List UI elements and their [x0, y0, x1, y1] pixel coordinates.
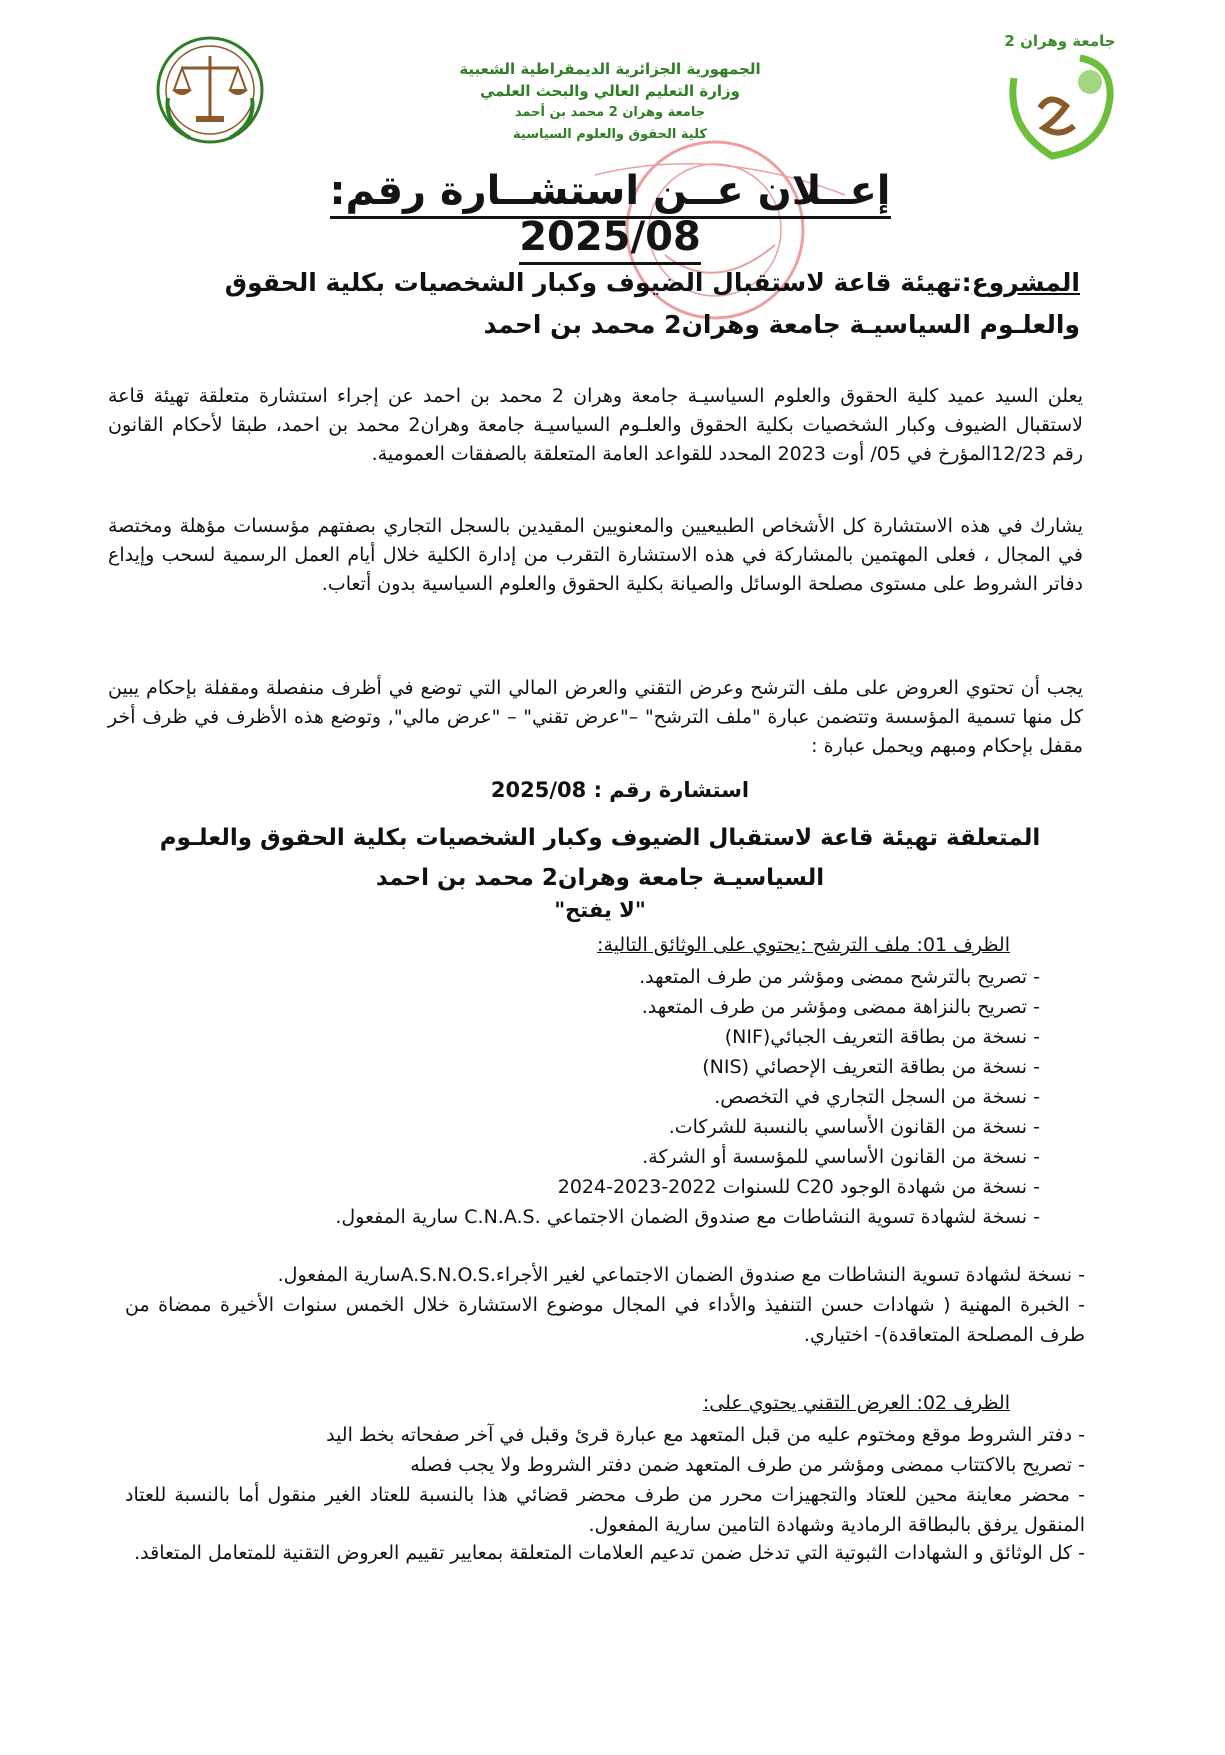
project-text: تهيئة قاعة لاستقبال الضيوف وكبار الشخصيات بكلية الحقوق والعلـوم السياسيـة جامعة وهران2 محمد بن احمد — [224, 268, 1080, 339]
list-item: - نسخة لشهادة تسوية النشاطات مع صندوق الضمان الاجتماعي .C.N.A.S سارية المفعول. — [160, 1202, 1040, 1232]
ministry-line: وزارة التعليم العالي والبحث العلمي — [479, 82, 741, 100]
envelope-2-heading: الظرف 02: العرض التقني يحتوي على: — [702, 1392, 1010, 1414]
paragraph-offers: يجب أن تحتوي العروض على ملف الترشح وعرض التقني والعرض المالي التي توضع في أظرف منفصلة ومقفلة بإحكام يبين كل منها تسمية المؤسسة وتتضمن عبارة "ملف الترشح" –"عرض تقني" – "عرض مالي", وتوضع هذه الأظرف في ظرف أخر مقفل بإحكام ومبهم ويحمل عبارة : — [108, 677, 1083, 757]
envelope-1-list — [160, 962, 1040, 1232]
consultation-subject: المتعلقة تهيئة قاعة لاستقبال الضيوف وكبار الشخصيات بكلية الحقوق والعلـوم السياسيـة جامعة وهران2 محمد بن احمد — [159, 825, 1041, 891]
university-oran2-logo — [1000, 28, 1120, 168]
list-item: - دفتر الشروط موقع ومختوم عليه من قبل المتعهد مع عبارة قرئ وقبل في آخر صفحاته بخط اليد — [125, 1420, 1085, 1450]
list-item: - تصريح بالترشح ممضى ومؤشر من طرف المتعهد. — [160, 962, 1040, 992]
page-title-text: إعــلان عــن استشــارة رقم: 2025/08 — [330, 168, 891, 265]
list-item: - نسخة من القانون الأساسي بالنسبة للشركات. — [160, 1112, 1040, 1142]
list-item: - محضر معاينة محين للعتاد والتجهيزات محرر من طرف محضر قضائي هذا بالنسبة للعتاد الغير منقول أما بالنسبة للعتاد المنقول يرفق بالبطاقة الرمادية وشهادة التامين سارية المفعول. — [125, 1480, 1085, 1540]
paragraph-participation: يشارك في هذه الاستشارة كل الأشخاص الطبيعيين والمعنويين المقيدين بالسجل التجاري بصفتهم مؤسسات مؤهلة ومختصة في المجال ، فعلى المهتمين بالمشاركة في هذه الاستشارة التقرب من إدارة الكلية خلال أيام العمل الرسمية لسحب وإيداع دفاتر الشروط على مستوى مصلحة الوسائل والصيانة بكلية الحقوق والعلوم السياسية بدون أتعاب. — [108, 515, 1083, 595]
list-item: - كل الوثائق و الشهادات الثبوتية التي تدخل ضمن تدعيم العلامات المتعلقة بمعايير تقييم العروض التقنية للمتعامل المتعاقد. — [125, 1538, 1085, 1568]
list-item: - نسخة من السجل التجاري في التخصص. — [160, 1082, 1040, 1112]
logo-right-caption: جامعة وهران 2 — [1004, 32, 1116, 50]
list-item: - نسخة من بطاقة التعريف الجبائي(NIF) — [160, 1022, 1040, 1052]
paragraph-announcement: يعلن السيد عميد كلية الحقوق والعلوم السياسيـة جامعة وهران 2 محمد بن احمد عن إجراء استشارة متعلقة تهيئة قاعة لاستقبال الضيوف وكبار الشخصيات بكلية الحقوق والعلـوم السياسيـة جامعة وهران2 محمد بن احمد، طبقا لأحكام القانون رقم 12/23المؤرخ في 05/ أوت 2023 المحدد للقواعد العامة المتعلقة بالصفقات العمومية. — [108, 385, 1083, 465]
faculty-law-logo — [150, 28, 270, 158]
project-statement: المشروع:تهيئة قاعة لاستقبال الضيوف وكبار الشخصيات بكلية الحقوق والعلـوم السياسيـة جامعة وهران2 محمد بن احمد — [224, 268, 1080, 339]
list-item: - نسخة لشهادة تسوية النشاطات مع صندوق الضمان الاجتماعي لغير الأجراء.A.S.N.O.Sسارية المفعول. — [125, 1260, 1085, 1290]
list-item: - الخبرة المهنية ( شهادات حسن التنفيذ والأداء في المجال موضوع الاستشارة خلال الخمس سنوات الأخيرة ممضاة من طرف المصلحة المتعاقدة)- اختياري. — [125, 1290, 1085, 1350]
university-line: جامعة وهران 2 محمد بن أحمد — [514, 105, 706, 120]
envelope-2-list — [125, 1420, 1085, 1540]
envelope-1-list-continued — [125, 1260, 1085, 1350]
page-title — [290, 168, 930, 260]
do-not-open-label: "لا يفتح" — [554, 898, 646, 922]
list-item: - تصريح بالنزاهة ممضى ومؤشر من طرف المتعهد. — [160, 992, 1040, 1022]
list-item: - نسخة من شهادة الوجود C20 للسنوات 2022-2023-2024 — [160, 1172, 1040, 1202]
republic-line: الجمهورية الجزائرية الديمقراطية الشعبية — [459, 60, 761, 78]
consultation-number: استشارة رقم : 2025/08 — [490, 778, 750, 802]
institution-header — [380, 58, 840, 146]
faculty-line: كلية الحقوق والعلوم السياسية — [513, 127, 707, 142]
list-item: - نسخة من القانون الأساسي للمؤسسة أو الشركة. — [160, 1142, 1040, 1172]
list-item: - نسخة من بطاقة التعريف الإحصائي (NIS) — [160, 1052, 1040, 1082]
envelope-1-heading: الظرف 01: ملف الترشح :يحتوي على الوثائق التالية: — [597, 934, 1010, 956]
envelope-2-list-continued — [125, 1538, 1085, 1568]
list-item: - تصريح بالاكتتاب ممضى ومؤشر من طرف المتعهد ضمن دفتر الشروط ولا يجب فصله — [125, 1450, 1085, 1480]
project-label: المشروع — [971, 268, 1080, 297]
